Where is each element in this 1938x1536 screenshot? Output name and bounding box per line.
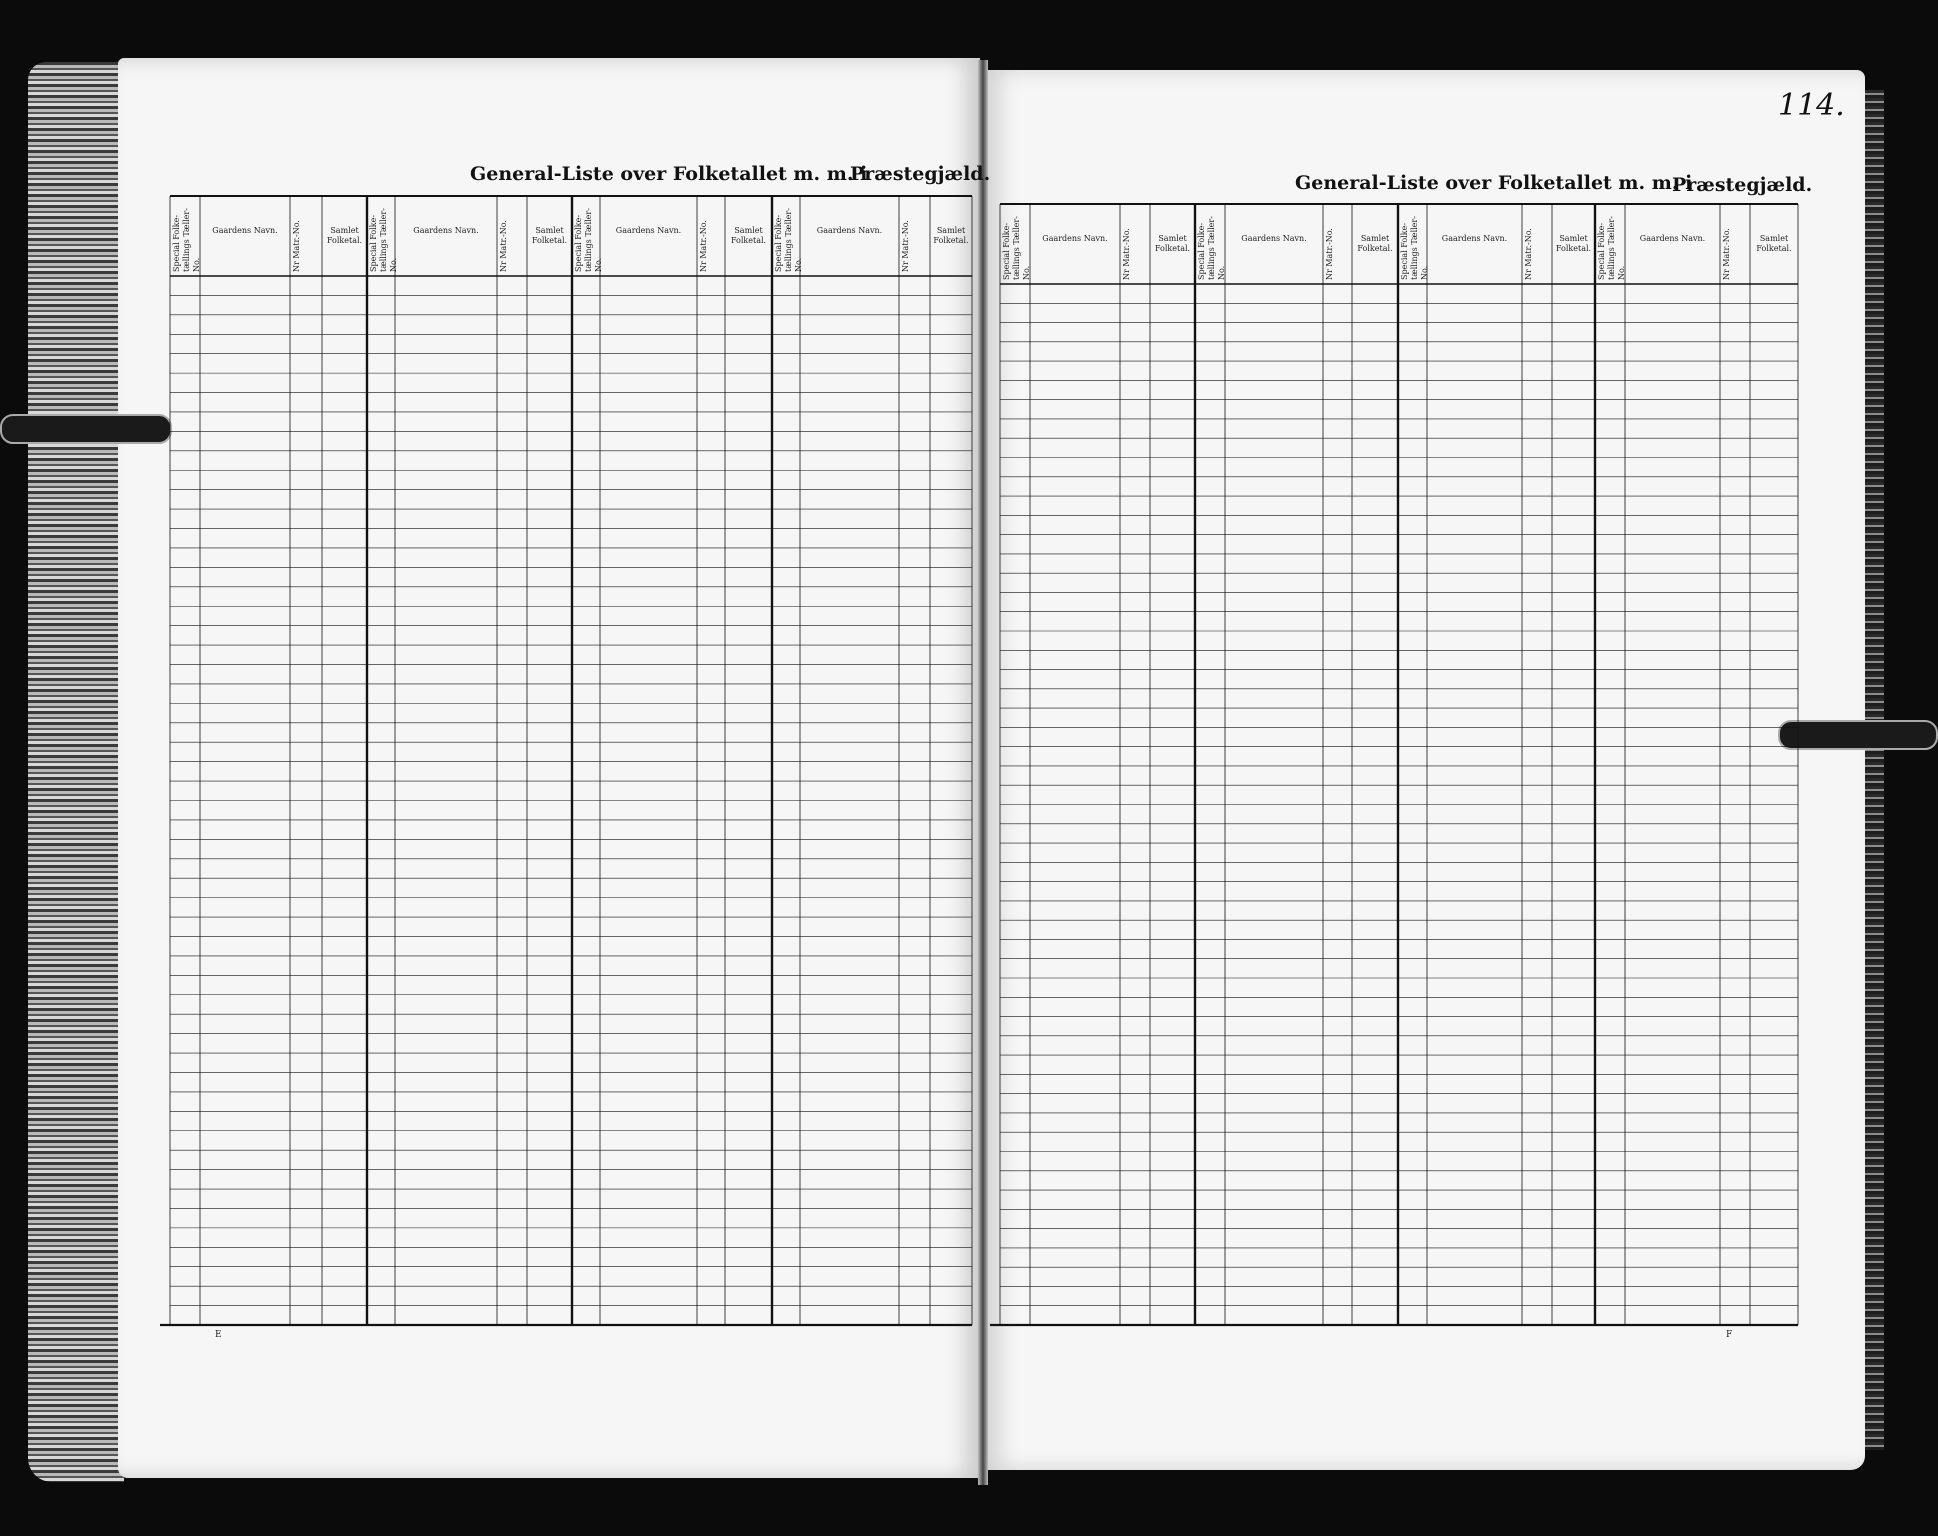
column-header-c3: Nr Matr.-No.: [901, 220, 910, 272]
column-header-c2: Gaardens Navn.: [615, 226, 682, 235]
column-header-c2: Gaardens Navn.: [1042, 234, 1108, 243]
column-header-c4: Samlet Folketal.: [326, 226, 363, 245]
left-footer-letter: E: [215, 1330, 222, 1340]
column-header-c4: Samlet Folketal.: [1357, 234, 1393, 253]
column-header-c3: Nr Matr.-No.: [499, 220, 508, 272]
column-header-c3: Nr Matr.-No.: [292, 220, 301, 272]
column-header-c4: Samlet Folketal.: [1756, 234, 1792, 253]
column-header-c4: Samlet Folketal.: [933, 226, 969, 245]
column-header-c1: Special Folke-tællings Tæller-No.: [1400, 216, 1429, 280]
column-header-c2: Gaardens Navn.: [1441, 234, 1508, 243]
column-header-c3: Nr Matr.-No.: [1122, 228, 1131, 280]
left-page-title: General-Liste over Folketallet m. m. i: [470, 163, 868, 185]
column-header-c2: Gaardens Navn.: [413, 226, 479, 235]
column-header-c4: Samlet Folketal.: [1154, 234, 1191, 253]
column-header-c1: Special Folke-tællings Tæller-No.: [1197, 216, 1226, 280]
column-header-c4: Samlet Folketal.: [730, 226, 767, 245]
column-header-c2: Gaardens Navn.: [816, 226, 883, 235]
page-number: 114.: [1778, 88, 1845, 123]
column-header-c1: Special Folke-tællings Tæller-No.: [172, 208, 201, 272]
column-header-c2: Gaardens Navn.: [212, 226, 278, 235]
column-header-c1: Special Folke-tællings Tæller-No.: [369, 208, 398, 272]
right-footer-letter: F: [1726, 1330, 1733, 1340]
column-header-c1: Special Folke-tællings Tæller-No.: [1002, 216, 1031, 280]
left-page-title-suffix: Præstegjæld.: [850, 163, 991, 185]
column-header-c3: Nr Matr.-No.: [1524, 228, 1533, 280]
column-header-c1: Special Folke-tællings Tæller-No.: [574, 208, 603, 272]
column-header-c3: Nr Matr.-No.: [1325, 228, 1334, 280]
right-table-grid: [990, 204, 1798, 1325]
right-page-title-suffix: Præstegjæld.: [1672, 174, 1813, 196]
column-header-c3: Nr Matr.-No.: [1722, 228, 1731, 280]
column-header-c1: Special Folke-tællings Tæller-No.: [774, 208, 803, 272]
column-header-c4: Samlet Folketal.: [1555, 234, 1592, 253]
column-header-c4: Samlet Folketal.: [531, 226, 568, 245]
right-page-title: General-Liste over Folketallet m. m. i: [1295, 172, 1693, 194]
column-header-c3: Nr Matr.-No.: [699, 220, 708, 272]
column-header-c2: Gaardens Navn.: [1639, 234, 1706, 243]
column-header-c2: Gaardens Navn.: [1241, 234, 1307, 243]
left-table-grid: [160, 196, 972, 1325]
column-header-c1: Special Folke-tællings Tæller-No.: [1597, 216, 1626, 280]
